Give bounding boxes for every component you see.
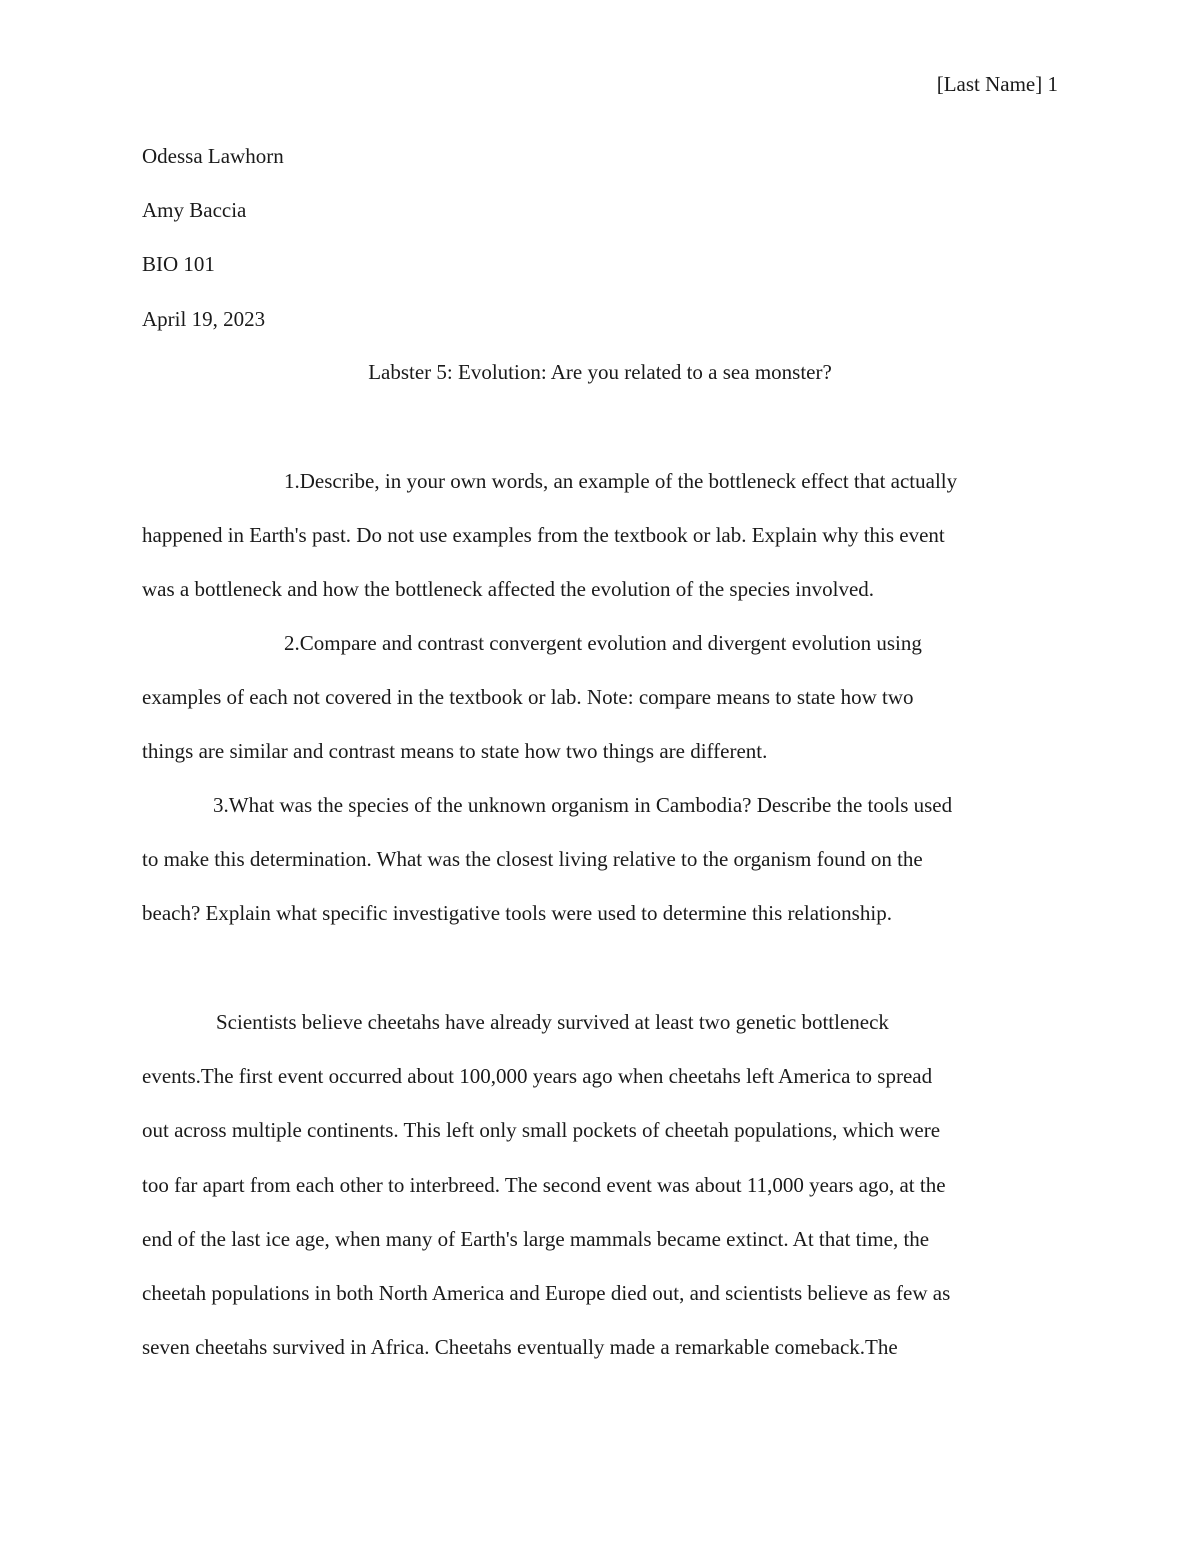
running-head: [Last Name] 1	[936, 72, 1058, 96]
answer-line: too far apart from each other to interbreed. The second event was about 11,000 years ago, at the	[142, 1172, 946, 1197]
answer-line: end of the last ice age, when many of Earth's large mammals became extinct. At that time, the	[142, 1226, 930, 1251]
date: April 19, 2023	[142, 306, 266, 331]
answer-paragraph	[142, 1007, 1062, 1386]
answer-line: seven cheetahs survived in Africa. Cheetahs eventually made a remarkable comeback.The	[142, 1335, 898, 1360]
question-line: was a bottleneck and how the bottleneck affected the evolution of the species involved.	[142, 577, 875, 602]
question-3	[142, 790, 1062, 953]
question-line: 1.Describe, in your own words, an example of the bottleneck effect that actually	[284, 469, 958, 493]
answer-line: events.The first event occurred about 100,000 years ago when cheetahs left America to spread	[142, 1064, 933, 1089]
question-line: things are similar and contrast means to state how two things are different.	[142, 739, 768, 764]
question-line: beach? Explain what specific investigative tools were used to determine this relationship.	[142, 901, 892, 926]
question-1	[142, 466, 1062, 629]
document-title: Labster 5: Evolution: Are you related to a sea monster?	[368, 360, 832, 384]
answer-line: cheetah populations in both North America and Europe died out, and scientists believe as few as	[142, 1280, 951, 1305]
question-line: examples of each not covered in the textbook or lab. Note: compare means to state how two	[142, 685, 914, 710]
instructor-name: Amy Baccia	[142, 198, 247, 223]
question-line: happened in Earth's past. Do not use examples from the textbook or lab. Explain why this event	[142, 523, 945, 548]
course-name: BIO 101	[142, 252, 215, 277]
question-line: 3.What was the species of the unknown organism in Cambodia? Describe the tools used	[213, 793, 953, 817]
question-line: 2.Compare and contrast convergent evolution and divergent evolution using	[284, 631, 922, 655]
heading-info	[142, 141, 1062, 358]
question-2	[142, 628, 1062, 791]
answer-line: Scientists believe cheetahs have already survived at least two genetic bottleneck	[216, 1010, 889, 1034]
answer-line: out across multiple continents. This left only small pockets of cheetah populations, which were	[142, 1118, 941, 1143]
question-line: to make this determination. What was the closest living relative to the organism found on the	[142, 847, 923, 872]
student-name: Odessa Lawhorn	[142, 144, 284, 168]
